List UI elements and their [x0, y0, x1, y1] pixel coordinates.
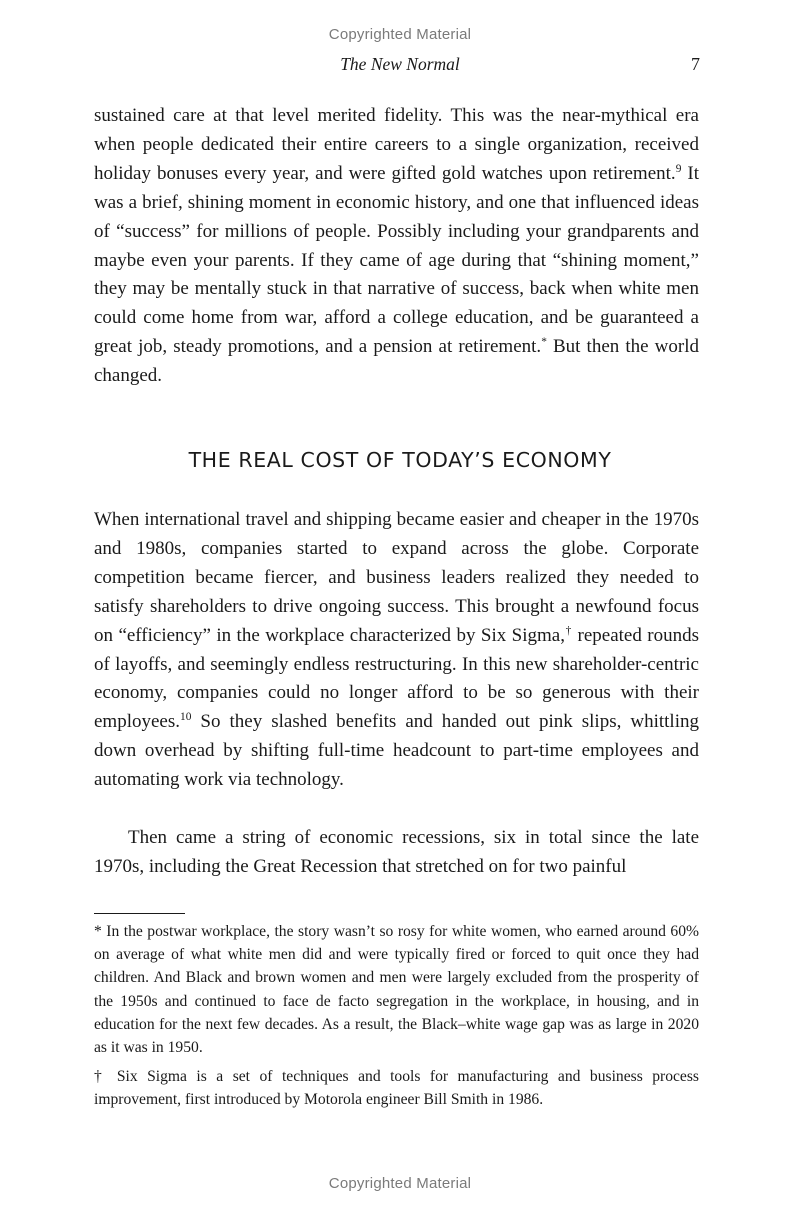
footnote-ref-asterisk: * [541, 336, 547, 349]
footnote-divider [94, 913, 185, 914]
copyright-watermark-top: Copyrighted Material [328, 26, 472, 43]
footnote-ref-dagger: † [564, 624, 573, 637]
paragraph-2-text-b: repeated rounds of layoffs, and seemingly endless restructuring. In this new shareholder-centric economy, companies could no longer afford to be so generous with their employees. [94, 624, 699, 733]
body-paragraph-3: Then came a string of economic recessions, six in total since the late 1970s, including the Great Recession that stretched on for two painful [94, 827, 699, 877]
paragraph-2-text-c: So they slashed benefits and handed out pink slips, whittling down overhead by shifting full-time headcount to part-time employees and automating work via technology. [94, 711, 699, 791]
footnote-dagger: † Six Sigma is a set of techniques and tools for manufacturing and business process improvement, first introduced by Motorola engineer Bill Smith in 1986. [94, 1068, 699, 1109]
body-paragraph-2 [94, 506, 699, 795]
running-head [0, 54, 800, 78]
endnote-ref-9: 9 [675, 162, 682, 175]
copyright-watermark-bottom: Copyrighted Material [328, 1175, 472, 1192]
body-paragraph-1 [94, 102, 699, 391]
endnote-ref-10: 10 [180, 711, 192, 724]
section-heading: THE REAL COST OF TODAY’S ECONOMY [188, 448, 612, 472]
paragraph-1-text-c: But then the world changed. [94, 336, 700, 387]
running-head-title: The New Normal [340, 54, 460, 74]
page-number: 7 [691, 54, 700, 74]
paragraph-1-text-a: sustained care at that level merited fidelity. This was the near-mythical era when people dedicated their entire careers to a single organization, received holiday bonuses every year, and were gifted gold watches upon retirement. [94, 105, 699, 184]
footnote-asterisk: * In the postwar workplace, the story wasn’t so rosy for white women, who earned around 60% on average of what white men did and were typically fired or forced to quit once they had children. And Black and brown women and men were largely excluded from the prosperity of the 1950s and continued to face de facto segregation in the workplace, in housing, and in education for the next few decades. As a result, the Black–white wage gap was as large in 2020 as it was in 1950. [94, 923, 699, 1057]
paragraph-2-text-a: When international travel and shipping became easier and cheaper in the 1970s and 1980s, companies started to expand across the globe. Corporate competition became fiercer, and business leaders realized they needed to satisfy shareholders to drive ongoing success. This brought a newfound focus on “efficiency” in the workplace characterized by Six Sigma, [94, 509, 699, 646]
paragraph-1-text-b: It was a brief, shining moment in economic history, and one that influenced ideas of “success” for millions of people. Possibly including your grandparents and maybe even your parents. If they came of age during that “shining moment,” they may be mentally stuck in that narrative of success, back when white men could come home from war, afford a college education, and be guaranteed a great job, steady promotions, and a pension at retirement. [94, 162, 700, 358]
